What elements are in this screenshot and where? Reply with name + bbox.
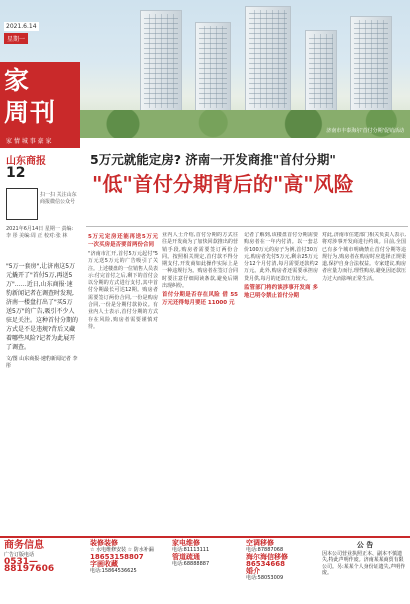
ad-phone[interactable]: 电话:58053009 [246, 575, 284, 581]
column-text: 业内人士介绍,首付分期的方式往往是开发商为了加快回款推出的营销手段,购房者需要签订两份合同。按照相关规定,首付款不得分期支付,开发商如此操作实际上是一种违规行为。购房者在签订合同时要注意仔细阅读条款,避免后期出现纠纷。 [162, 232, 238, 290]
section-subtitle: 家 情 城 事 豪 家 [6, 138, 52, 145]
paper-name: 山东商报 [6, 156, 46, 167]
ad-title: 装修装修 [90, 539, 118, 547]
column-text: 记者了解到,该楼盘首付分期需要购房者在一年内付清。以一套总价100万元的房子为例,首付30万元,购房者先付5万元,剩余25万元分12个月付清,每月需要还款约2万元。此外,购房者还需要承担房贷月供,每月的还款压力较大。 [244, 232, 318, 282]
ad-phone[interactable]: 电话:15864536625 [90, 568, 137, 574]
ad-business [4, 540, 80, 573]
ad-title: 管道疏通 [172, 553, 200, 561]
section-title-line1: 家 [4, 66, 31, 95]
notice-title: 公 告 [356, 541, 374, 549]
ad-phone[interactable]: 86534668 [246, 560, 285, 568]
building-tower [245, 6, 291, 112]
column-subhead: 5万元定房还能再送5万元 一次买房是否要首两份合同 [88, 234, 158, 248]
building-tower [350, 16, 392, 112]
ad-phone[interactable]: 0531—88197606 [4, 557, 55, 574]
ad-title: 海尔海信移修 [246, 553, 288, 561]
ad-ac [246, 540, 318, 582]
ad-phone[interactable]: 18653158807 [90, 553, 144, 561]
ad-appliance [172, 540, 242, 568]
column-subhead: 监管部门将约谈涉事开发商 多地已明令禁止首付分期 [244, 285, 318, 299]
headline-main: "低"首付分期背后的"高"风险 [92, 172, 354, 196]
article-column-1 [88, 232, 158, 570]
hero-caption: 济南市丰泰海尔'首付分期'促销活动 [326, 128, 404, 134]
article-column-3 [244, 232, 318, 570]
qr-code-icon[interactable] [6, 188, 38, 220]
building-tower [305, 30, 337, 112]
building-tower [195, 22, 231, 112]
article-column-2 [162, 232, 238, 570]
building-tower [140, 10, 182, 112]
lede-block [6, 262, 78, 370]
page-credits: 2021年6月14日 星期一 责编:李 彤 美编:周 正 校对:张 林 [6, 226, 74, 239]
ad-phone[interactable]: 电话:81113111 [172, 547, 210, 553]
weekday-badge: 星期一 [4, 33, 28, 44]
ad-title: 家电维修 [172, 539, 200, 547]
classified-ads [0, 536, 410, 604]
column-text: 对此,济南市住建部门相关负责人表示,将对涉事开发商进行约谈。目前,全国已有多个城市明确禁止首付分期等违规行为,购房者在购房时应选择正规渠道,保护自身合法权益。专家建议,购房者应量力而行,理性购房,避免因还款压力过大而影响正常生活。 [322, 232, 406, 282]
ad-title: 空调移修 [246, 539, 274, 547]
headline-kicker: 5万元就能定房? 济南一开发商推"首付分期" [90, 152, 336, 167]
section-banner [0, 62, 80, 148]
date-tag: 2021.6.14 [6, 23, 37, 30]
lede-text: "5万一套房",让济南这5万元撬开了"首付5万,再送5万"……近日,山东商报·速豹新闻记者在调查时发现,济南一楼盘打出了"买5万送5万"的广告,吸引不少人驻足关注。这种首付分期的方式是不是违规?背后又藏着哪些风险?记者为此展开了调查。 [6, 263, 79, 351]
public-notice [322, 542, 408, 577]
divider [86, 226, 408, 227]
ad-decor [90, 540, 166, 575]
ad-title: 字画收藏 [90, 560, 118, 568]
notice-text: 因本公司营业执照正本、副本不慎遗失,特此声明作废。济南某某商贸有限公司。另:某某个人身份证遗失,声明作废。 [322, 550, 406, 576]
ad-text: ☆ 水电维修安装 ☆ 防水补漏 [90, 547, 154, 553]
page-number: 12 [6, 165, 26, 181]
ad-phone[interactable]: 电话:87887068 [246, 547, 284, 553]
qr-label: 扫一扫 关注山东商报微信公众号 [40, 192, 77, 205]
lede-author: 文/图 山东商报·速豹新闻记者 李 彤 [6, 356, 78, 369]
column-subhead: 首付分期是否存在风险 借 55 万元还得每月要还 11000 元 [162, 292, 238, 306]
ad-subtitle: 广告订版电话 [4, 552, 35, 558]
ad-phone[interactable]: 电话:68888887 [172, 561, 210, 567]
column-text: "济南市汇开,首付5万元起付"5万元送5万元的广告吸引了关注。上述楼盘的一位销售人员表示:付完首付之后,剩下的首付会以分期的方式进行支付,其中首付分期最长可达12期。购房者需要签订两份合同,一份是购房合同,一份是分期付款协议。有业内人士表示,首付分期的方式存在风险,购房者需要谨慎对待。 [88, 251, 158, 330]
section-title-line2: 周刊 [4, 98, 57, 127]
ad-title: 婚介 [246, 567, 260, 575]
article-column-4 [322, 232, 406, 570]
ad-title: 商务信息 [4, 540, 44, 551]
